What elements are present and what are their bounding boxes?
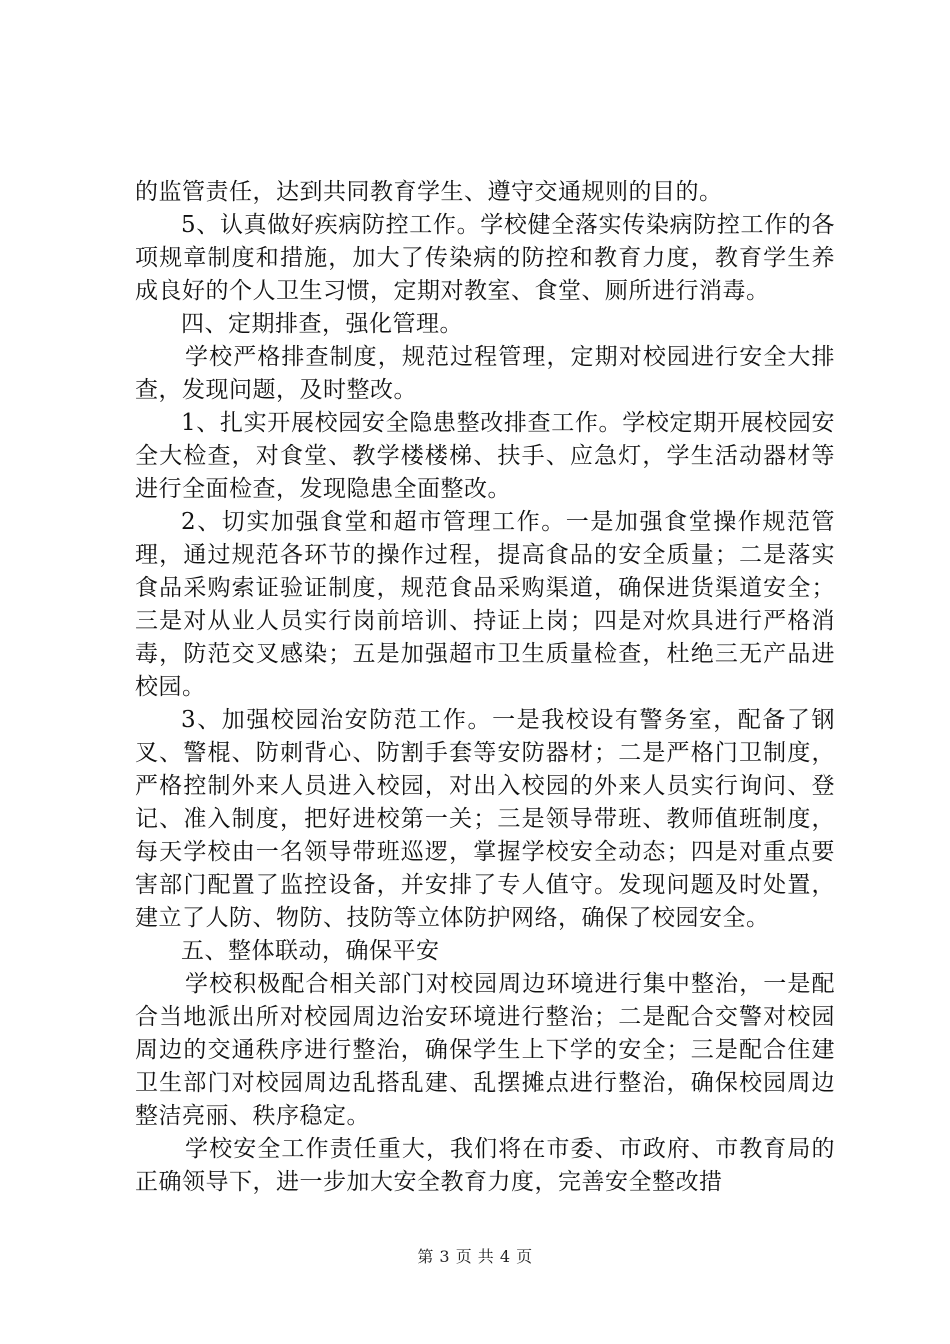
section-heading-5: 五、整体联动，确保平安 — [181, 938, 440, 964]
document-body — [135, 176, 835, 1199]
paragraph-2: 5、认真做好疾病防控工作。学校健全落实传染病防控工作的各项规章制度和措施，加大了传染病的防控和教育力度，教育学生养成良好的个人卫生习惯，定期对教室、食堂、厕所进行消毒。 — [135, 212, 835, 304]
page-number-footer: 第 3 页 共 4 页 — [417, 1247, 533, 1266]
paragraph-8: 学校安全工作责任重大，我们将在市委、市政府、市教育局的正确领导下，进一步加大安全教育力度，完善安全整改措 — [135, 1136, 835, 1195]
paragraph-6: 3、加强校园治安防范工作。一是我校设有警务室，配备了钢叉、警棍、防刺背心、防割手套等安防器材；二是严格门卫制度，严格控制外来人员进入校园，对出入校园的外来人员实行询问、登记、准入制度，把好进校第一关；三是领导带班、教师值班制度，每天学校由一名领导带班巡逻，掌握学校安全动态；四是对重点要害部门配置了监控设备，并安排了专人值守。发现问题及时处置，建立了人防、物防、技防等立体防护网络，确保了校园安全。 — [135, 707, 835, 931]
section-heading-4: 四、定期排查，强化管理。 — [181, 311, 463, 337]
paragraph-4: 1、扎实开展校园安全隐患整改排查工作。学校定期开展校园安全大检查，对食堂、教学楼楼梯、扶手、应急灯，学生活动器材等进行全面检查，发现隐患全面整改。 — [135, 410, 835, 502]
paragraph-5: 2、切实加强食堂和超市管理工作。一是加强食堂操作规范管理，通过规范各环节的操作过程，提高食品的安全质量；二是落实食品采购索证验证制度，规范食品采购渠道，确保进货渠道安全；三是对从业人员实行岗前培训、持证上岗；四是对炊具进行严格消毒，防范交叉感染；五是加强超市卫生质量检查，杜绝三无产品进校园。 — [135, 509, 835, 700]
paragraph-1: 的监管责任，达到共同教育学生、遵守交通规则的目的。 — [135, 179, 723, 205]
paragraph-3: 学校严格排查制度，规范过程管理，定期对校园进行安全大排查，发现问题，及时整改。 — [135, 344, 835, 403]
paragraph-7: 学校积极配合相关部门对校园周边环境进行集中整治，一是配合当地派出所对校园周边治安环境进行整治；二是配合交警对校园周边的交通秩序进行整治，确保学生上下学的安全；三是配合住建卫生部门对校园周边乱搭乱建、乱摆摊点进行整治，确保校园周边整洁亮丽、秩序稳定。 — [135, 971, 835, 1129]
